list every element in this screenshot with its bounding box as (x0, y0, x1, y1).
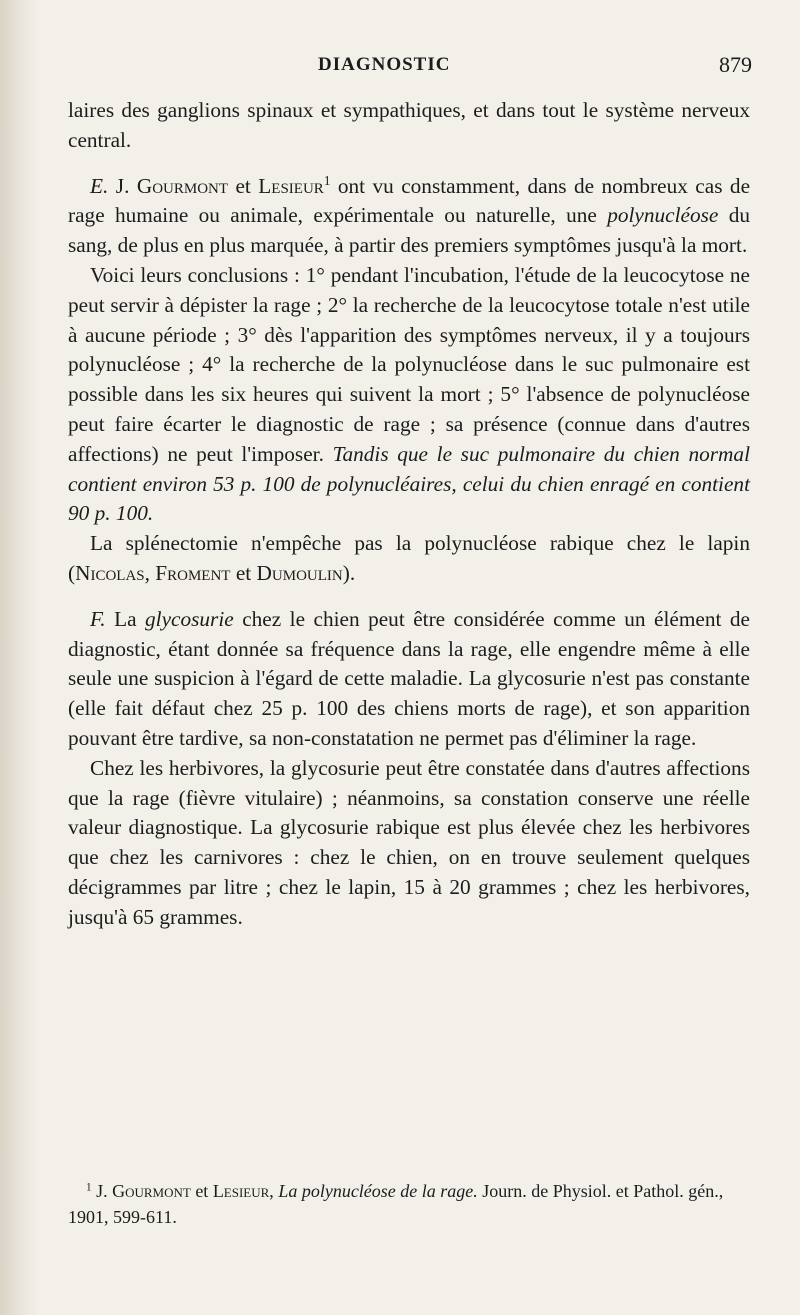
paragraph-text: Voici leurs conclusions : 1° pendant l'incubation, l'étude de la leucocytose ne peut servir à dépister la rage ; 2° la recherche de la leucocytose totale n'est utile à aucune période ; 3° dès l'apparition des symptômes nerveux, il y a toujours polynucléose ; 4° la recherche de la polynucléose dans le suc pulmonaire est possible dans les six heures qui suivent la mort ; 5° l'absence de polynucléose peut faire écarter le diagnostic de rage ; sa présence (connue dans d'autres affections) ne peut l'imposer. (68, 262, 750, 466)
paragraph-f (68, 605, 750, 754)
paragraph-text: du sang, de plus en plus marquée, à partir des premiers symptômes jusqu'à la mort. (68, 203, 751, 258)
emphasis-term: glycosurie (145, 606, 234, 631)
reference-source: Journ. de Physiol. et Pathol. gén., 1901, 599-611. (68, 1181, 724, 1227)
section-label: E. (90, 173, 109, 198)
conjunction: et (235, 173, 251, 198)
paragraph-text: chez le chien peut être considérée comme un élément de diagnostic, étant donnée sa fréquence dans la rage, elle engendre même à elle seule une suspicion à l'égard de cette maladie. La glycosurie n'est pas constante (elle fait défaut chez 25 p. 100 des chiens morts de rage), et son apparition pouvant être tardive, sa non-constatation ne permet pas d'éliminer la rage. (68, 606, 750, 750)
footnote (68, 1178, 750, 1230)
page-edge-shadow (0, 0, 38, 1315)
footnote-text (68, 1178, 750, 1230)
paragraph-text: ont vu constamment, dans de nombreux cas de rage humaine ou animale, expérimentale ou naturelle, une (68, 173, 751, 228)
author-name: J. Gourmont (96, 1181, 191, 1201)
paragraph-herbivores (68, 754, 750, 933)
main-text (68, 96, 750, 933)
paragraph-text: laires des ganglions spinaux et sympathiques, et dans tout le système nerveux central. (68, 98, 750, 152)
author-name: J. Gourmont (115, 173, 229, 198)
footnote-marker: 1 (323, 172, 331, 188)
paragraph-text: Chez les herbivores, la glycosurie peut être constatée dans d'autres affections que la rage (fièvre vitulaire) ; néanmoins, sa constation conserve une réelle valeur diagnostique. La glycosurie rabique est plus élevée chez les herbivores que chez les carnivores : chez le chien, on en trouve seulement quelques décigrammes par litre ; chez le lapin, 15 à 20 grammes ; chez les herbivores, jusqu'à 65 grammes. (68, 755, 750, 929)
emphasis-sentence: Tandis que le suc pulmonaire du chien normal contient environ 53 p. 100 de polynucléaires, celui du chien enragé en contient 90 p. 100. (68, 441, 750, 526)
conjunction: et (235, 560, 252, 585)
paragraph-conclusions (68, 261, 750, 529)
conjunction: et (195, 1181, 209, 1201)
running-title: DIAGNOSTIC (318, 54, 451, 75)
section-label: F. (90, 606, 106, 631)
emphasis-term: polynucléose (607, 203, 719, 228)
page-header (0, 54, 800, 84)
paragraph-text: La (114, 606, 137, 631)
paragraph-text: ). (342, 560, 356, 585)
author-name: Lesieur, (212, 1181, 274, 1201)
footnote-marker: 1 (86, 1181, 92, 1194)
paragraph-continuation (68, 96, 750, 156)
page-number: 879 (719, 52, 752, 77)
paragraph-e (68, 172, 750, 261)
paragraph-splenectomie (68, 529, 750, 589)
paragraph-text: La splénectomie n'empêche pas la polynucléose rabique chez le lapin ( (68, 531, 750, 585)
author-name: Nicolas, Froment (75, 560, 231, 585)
author-name: Lesieur (258, 173, 324, 198)
author-name: Dumoulin (256, 560, 343, 585)
reference-title: La polynucléose de la rage. (278, 1181, 478, 1201)
